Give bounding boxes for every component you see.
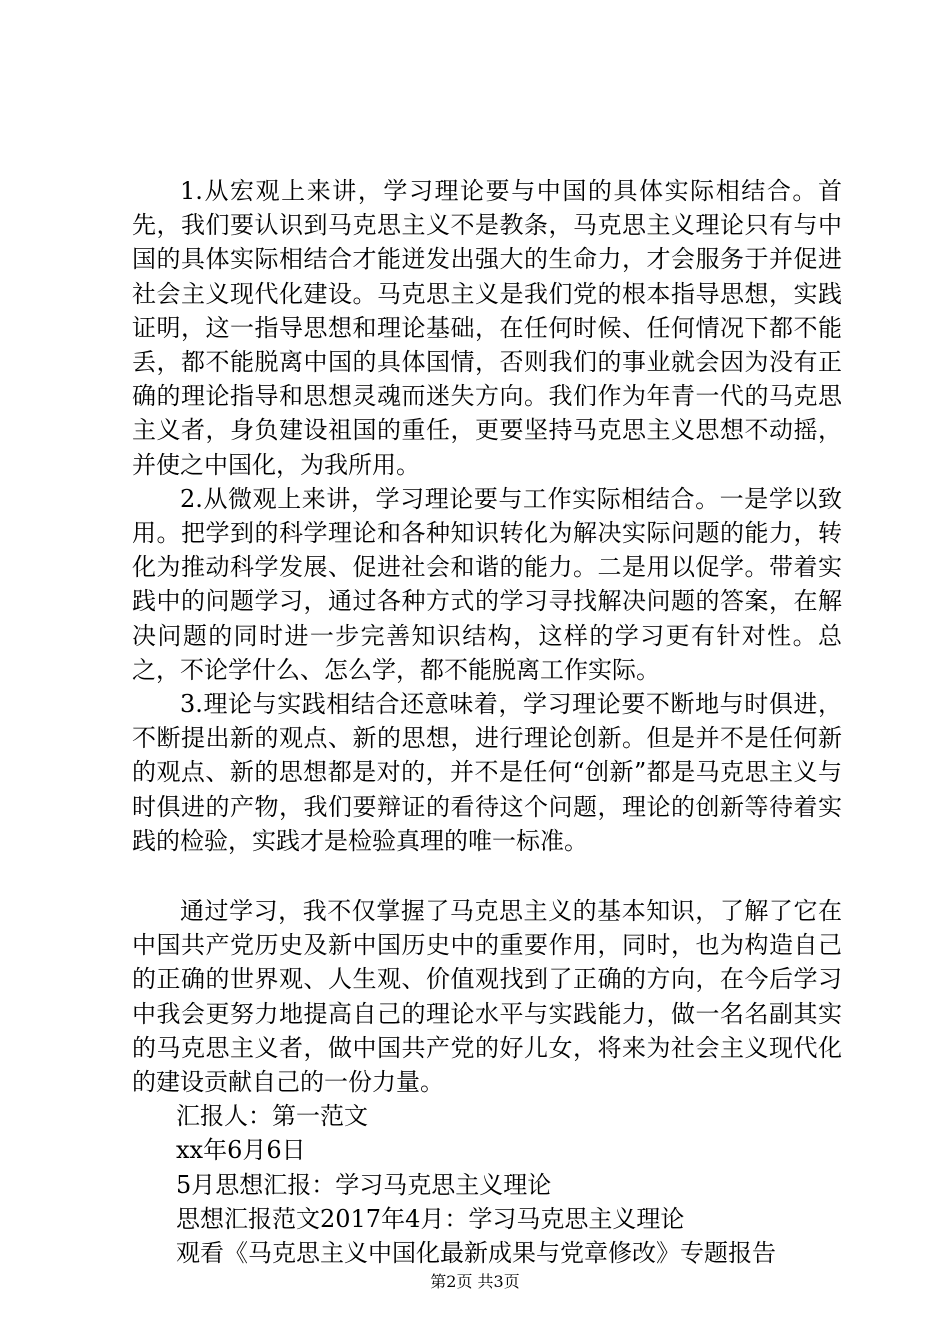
related-title-3: 观看《马克思主义中国化最新成果与党章修改》专题报告 (176, 1239, 776, 1268)
reporter-line: 汇报人：第一范文 (176, 1102, 368, 1131)
related-title-2: 思想汇报范文2017年4月：学习马克思主义理论 (176, 1204, 685, 1233)
paragraph-gap (132, 858, 842, 894)
paragraph-conclusion: 通过学习，我不仅掌握了马克思主义的基本知识，了解了它在中国共产党历史及新中国历史中的重要作用，同时，也为构造自己的正确的世界观、人生观、价值观找到了正确的方向，在今后学习中我会更努力地提高自己的理论水平与实践能力，做一名名副其实的马克思主义者，做中国共产党的好儿女，将来为社会主义现代化的建设贡献自己的一份力量。 (132, 897, 842, 1097)
related-title-1: 5月思想汇报：学习马克思主义理论 (176, 1170, 552, 1199)
paragraph-point-1: 1.从宏观上来讲，学习理论要与中国的具体实际相结合。首先，我们要认识到马克思主义不是教条，马克思主义理论只有与中国的具体实际相结合才能迸发出强大的生命力，才会服务于并促进社会主义现代化建设。马克思主义是我们党的根本指导思想，实践证明，这一指导思想和理论基础，在任何时候、任何情况下都不能丢，都不能脱离中国的具体国情，否则我们的事业就会因为没有正确的理论指导和思想灵魂而迷失方向。我们作为年青一代的马克思主义者，身负建设祖国的重任，更要坚持马克思主义思想不动摇，并使之中国化，为我所用。 (132, 177, 842, 479)
page-footer: 第2页 共3页 (430, 1272, 520, 1291)
document-body (132, 174, 842, 1270)
date-line: xx年6月6日 (176, 1136, 306, 1165)
paragraph-point-2: 2.从微观上来讲，学习理论要与工作实际相结合。一是学以致用。把学到的科学理论和各种知识转化为解决实际问题的能力，转化为推动科学发展、促进社会和谐的能力。二是用以促学。带着实践中的问题学习，通过各种方式的学习寻找解决问题的答案，在解决问题的同时进一步完善知识结构，这样的学习更有针对性。总之，不论学什么、怎么学，都不能脱离工作实际。 (132, 484, 842, 684)
paragraph-point-3: 3.理论与实践相结合还意味着，学习理论要不断地与时俱进，不断提出新的观点、新的思想，进行理论创新。但是并不是任何新的观点、新的思想都是对的，并不是任何“创新”都是马克思主义与时俱进的产物，我们要辩证的看待这个问题，理论的创新等待着实践的检验，实践才是检验真理的唯一标准。 (132, 690, 842, 855)
